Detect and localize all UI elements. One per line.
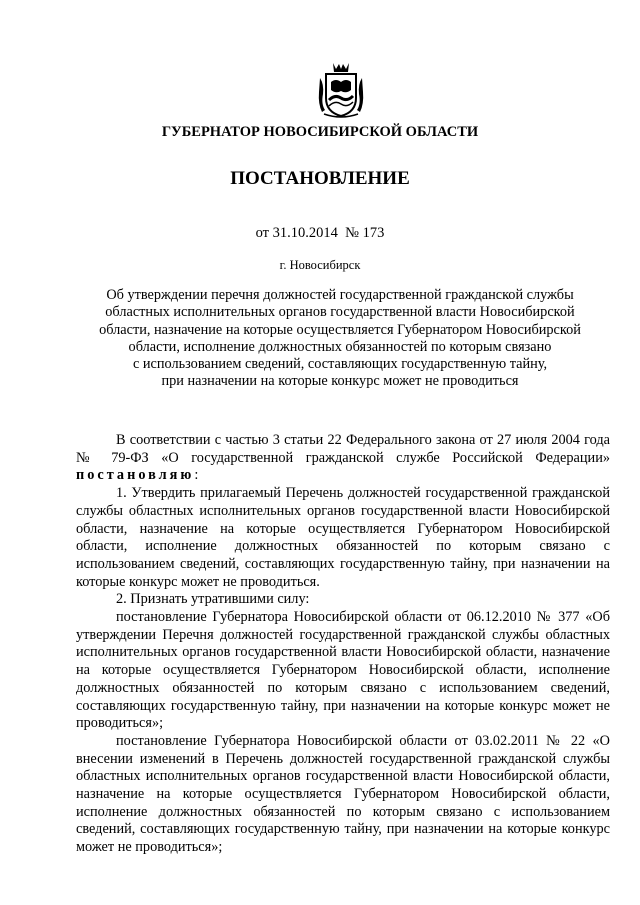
subject-line: областных исполнительных органов государственной власти Новосибирской [105,304,575,321]
item-1-paragraph: 1. Утвердить прилагаемый Перечень должностей государственной гражданской службы областных исполнительных органов государственной власти Новосибирской области, назначение на которые осуществляется Губернатором Новосибирской области, исполнение должностных обязанностей по которым связано с использованием сведений, составляющих государственную тайну, при назначении на которые конкурс может не проводиться. [76,485,610,590]
subject-line: Об утверждении перечня должностей государственной гражданской службы [106,287,574,303]
date-and-number: от 31.10.2014 № 173 [255,225,385,241]
subject-line: при назначении на которые конкурс может не проводиться [161,373,519,390]
repeal-paragraph-2: постановление Губернатора Новосибирской области от 03.02.2011 № 22 «О внесении изменений в Перечень должностей государственной гражданской службы областных исполнительных органов государственной власти Новосибирской области, назначение на которые осуществляется Губернатором Новосибирской области, исполнение должностных обязанностей по которым связано с использованием сведений, составляющих государственную тайну, при назначении на которые конкурс может не проводиться»; [76,732,610,856]
decree-word: постановляю [76,467,195,484]
repeal-paragraph-1: постановление Губернатора Новосибирской области от 06.12.2010 № 377 «Об утверждении Перечня должностей государственной гражданской службы областных исполнительных органов государственной власти Новосибирской области, назначение на которые осуществляется Губернатором Новосибирской области, исполнение должностных обязанностей по которым связано с использованием сведений, составляющих государственную тайну, при назначении на которые конкурс может не проводиться»; [76,609,610,732]
item-2-paragraph: 2. Признать утратившими силу: [116,591,310,608]
subject-line: с использованием сведений, составляющих государственную тайну, [132,356,548,373]
preamble-text: В соответствии с частью 3 статьи 22 Федерального закона от 27 июля 2004 года № 79-ФЗ «О государственной гражданской службе Российской Федерации» [76,432,610,466]
document-type-title: ПОСТАНОВЛЕНИЕ [230,168,410,189]
preamble-paragraph [76,432,610,485]
subject-line: области, исполнение должностных обязанностей по которым связано [128,338,552,355]
decree-colon: : [194,467,199,484]
subject-line: области, назначение на которые осуществляется Губернатором Новосибирской [99,321,581,338]
document-subject [70,287,610,391]
issuing-authority: ГУБЕРНАТОР НОВОСИБИРСКОЙ ОБЛАСТИ [161,124,479,140]
coat-of-arms-icon [318,60,364,118]
document-body [76,432,610,857]
city-line: г. Новосибирск [279,258,361,272]
